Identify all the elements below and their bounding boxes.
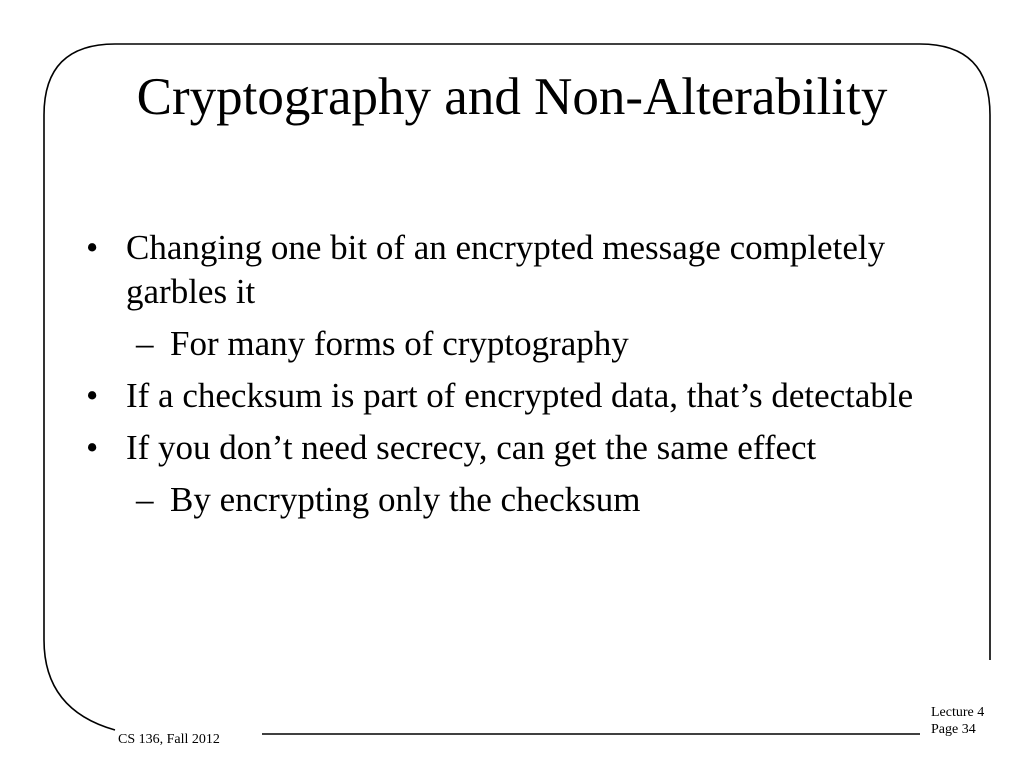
bullet-marker: • [86,376,99,415]
bullet-marker: • [86,428,99,467]
sub-bullet-item [84,322,944,366]
bullet-marker: • [86,228,99,267]
sub-bullet-item [84,478,944,522]
footer-course: CS 136, Fall 2012 [118,732,220,747]
bullet-item [84,226,944,314]
sub-bullet-text: For many forms of cryptography [170,324,629,363]
sub-bullet-marker: – [136,480,154,519]
sub-bullet-marker: – [136,324,154,363]
bullet-text: If a checksum is part of encrypted data, that’s detectable [126,376,914,415]
bullet-item [84,426,944,470]
sub-bullet-text: By encrypting only the checksum [170,480,641,519]
footer-lecture: Lecture 4 [931,705,985,720]
bullet-item [84,374,944,418]
bullet-list [84,226,944,530]
footer-page-number: Page 34 [931,722,976,737]
bullet-text: Changing one bit of an encrypted message completely garbles it [126,228,886,311]
slide-title: Cryptography and Non-Alterability [136,68,888,126]
bullet-text: If you don’t need secrecy, can get the same effect [126,428,817,467]
footer-lecture-page [931,704,984,738]
